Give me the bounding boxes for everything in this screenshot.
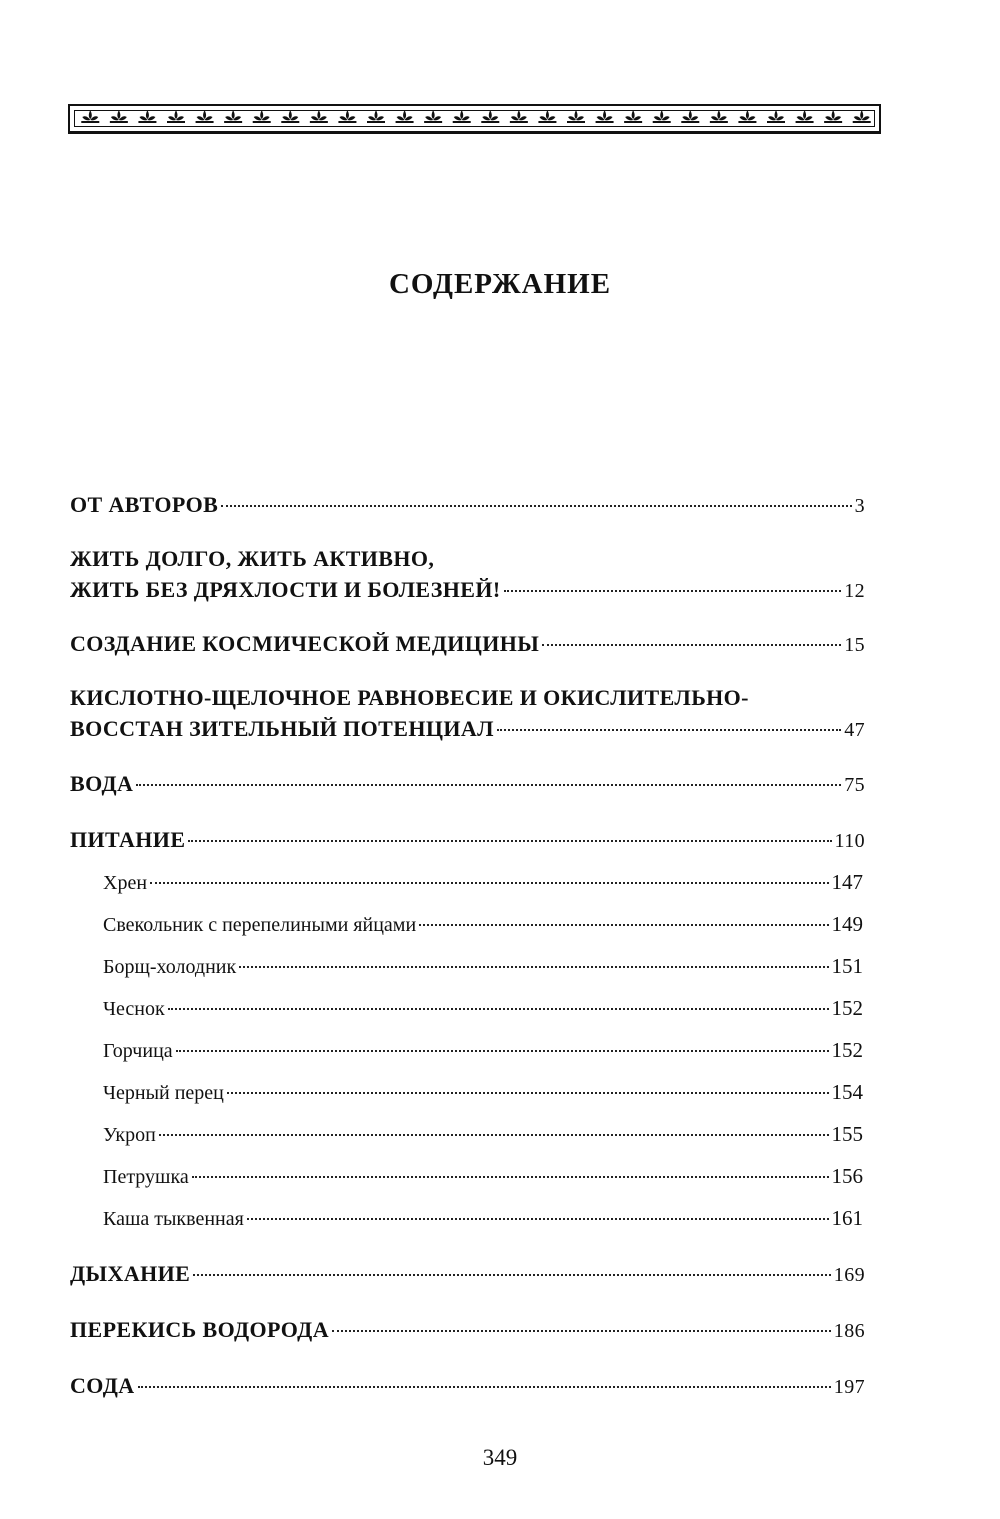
toc-subentry-title: Черный перец [103, 1082, 224, 1104]
toc-subentry-page: 152 [831, 996, 863, 1020]
fleur-ornament-icon [110, 110, 128, 123]
fleur-ornament-icon [253, 110, 271, 123]
toc-entry-title: СОДА [70, 1373, 135, 1398]
toc-subentry [103, 909, 863, 939]
fleur-ornament-icon [510, 110, 528, 123]
fleur-ornament-icon [76, 107, 876, 131]
fleur-ornament-icon [567, 110, 585, 123]
toc-entry-title-line1: КИСЛОТНО-ЩЕЛОЧНОЕ РАВНОВЕСИЕ И ОКИСЛИТЕЛЬНО- [70, 685, 749, 710]
toc-entry-page: 186 [833, 1320, 865, 1342]
toc-subentry [103, 1119, 863, 1149]
fleur-ornament-icon [538, 110, 556, 123]
toc-entry-title: ПИТАНИЕ [70, 827, 186, 852]
page-title: СОДЕРЖАНИЕ [388, 268, 612, 300]
dot-leader [239, 966, 828, 968]
toc-entry-page: 12 [844, 580, 865, 602]
dot-leader [504, 590, 842, 592]
fleur-ornament-icon [138, 110, 156, 123]
toc-entry-title-line1: ЖИТЬ ДОЛГО, ЖИТЬ АКТИВНО, [70, 546, 435, 571]
fleur-ornament-icon [453, 110, 471, 123]
fleur-ornament-icon [824, 110, 842, 123]
toc-entry-title: СОЗДАНИЕ КОСМИЧЕСКОЙ МЕДИЦИНЫ [70, 631, 540, 656]
toc-subentry [103, 1203, 863, 1233]
fleur-ornament-icon [853, 110, 871, 123]
fleur-ornament-icon [767, 110, 785, 123]
toc-entry [70, 825, 865, 855]
fleur-ornament-icon [710, 110, 728, 123]
fleur-ornament-icon [738, 110, 756, 123]
fleur-ornament-icon [424, 110, 442, 123]
header-ornament-band [68, 104, 881, 134]
toc-subentry-page: 154 [831, 1080, 863, 1104]
toc-entry-page: 15 [844, 634, 865, 656]
fleur-ornament-icon [281, 110, 299, 123]
fleur-ornament-icon [596, 110, 614, 123]
fleur-ornament-icon [796, 110, 814, 123]
toc-subentry-title: Петрушка [103, 1166, 189, 1188]
toc-entry [70, 543, 865, 605]
fleur-ornament-icon [367, 110, 385, 123]
dot-leader [150, 882, 828, 884]
toc-subentry-page: 149 [831, 912, 863, 936]
dot-leader [227, 1092, 829, 1094]
dot-leader [193, 1274, 831, 1276]
toc-subentry-title: Горчица [103, 1040, 173, 1062]
dot-leader [138, 1386, 831, 1388]
fleur-ornament-icon [224, 110, 242, 123]
dot-leader [159, 1134, 829, 1136]
dot-leader [168, 1008, 829, 1010]
fleur-ornament-icon [396, 110, 414, 123]
page-number: 349 [482, 1445, 518, 1470]
toc-subentry-title: Свекольник с перепелиными яйцами [103, 914, 417, 936]
toc-subentry [103, 1035, 863, 1065]
toc-entry-page: 3 [854, 495, 865, 517]
fleur-ornament-icon [338, 110, 356, 123]
toc-entry-title: ЖИТЬ БЕЗ ДРЯХЛОСТИ И БОЛЕЗНЕЙ! [70, 577, 501, 602]
fleur-ornament-icon [196, 110, 214, 123]
toc-entry [70, 682, 865, 744]
dot-leader [497, 729, 841, 731]
toc-entry [70, 769, 865, 799]
toc-entry-page: 47 [844, 719, 865, 741]
toc-entry-page: 169 [833, 1264, 865, 1286]
toc-subentry-page: 151 [831, 954, 863, 978]
toc-entry [70, 1315, 865, 1345]
toc-entry-page: 75 [844, 774, 865, 796]
toc-subentry-title: Укроп [103, 1124, 156, 1146]
toc-subentry-page: 147 [831, 870, 863, 894]
toc-subentry-page: 156 [831, 1164, 863, 1188]
dot-leader [332, 1330, 831, 1332]
toc-subentry-title: Каша тыквенная [103, 1208, 244, 1230]
toc-subentry [103, 993, 863, 1023]
toc-entry-title: ВОДА [70, 771, 134, 796]
fleur-ornament-icon [481, 110, 499, 123]
toc-entry-title: ОТ АВТОРОВ [70, 492, 219, 517]
toc-entry [70, 1259, 865, 1289]
dot-leader [176, 1050, 829, 1052]
fleur-ornament-icon [653, 110, 671, 123]
toc-entry [70, 1371, 865, 1401]
toc-entry [70, 490, 865, 520]
toc-subentry [103, 1077, 863, 1107]
dot-leader [136, 784, 841, 786]
toc-subentry [103, 1161, 863, 1191]
toc-entry-title: ВОССТАН ЗИТЕЛЬНЫЙ ПОТЕНЦИАЛ [70, 716, 494, 741]
fleur-ornament-icon [681, 110, 699, 123]
toc-subentry-page: 152 [831, 1038, 863, 1062]
toc-subentry-title: Чеснок [103, 998, 165, 1020]
dot-leader [188, 840, 831, 842]
toc-subentry-title: Хрен [103, 872, 148, 894]
dot-leader [542, 644, 841, 646]
toc-entry [70, 629, 865, 659]
toc-subentry-page: 161 [831, 1206, 863, 1230]
toc-subentry [103, 951, 863, 981]
toc-entry-page: 110 [834, 830, 865, 852]
dot-leader [192, 1176, 829, 1178]
fleur-ornament-icon [167, 110, 185, 123]
fleur-ornament-icon [310, 110, 328, 123]
toc-entry-title: ПЕРЕКИСЬ ВОДОРОДА [70, 1317, 329, 1342]
dot-leader [419, 924, 828, 926]
dot-leader [221, 505, 851, 507]
dot-leader [247, 1218, 829, 1220]
toc-subentry-title: Борщ-холодник [103, 956, 237, 978]
toc-entry-page: 197 [833, 1376, 865, 1398]
toc-subentry [103, 867, 863, 897]
fleur-ornament-icon [81, 110, 99, 123]
toc-entry-title: ДЫХАНИЕ [70, 1261, 191, 1286]
fleur-ornament-icon [624, 110, 642, 123]
toc-subentry-page: 155 [831, 1122, 863, 1146]
